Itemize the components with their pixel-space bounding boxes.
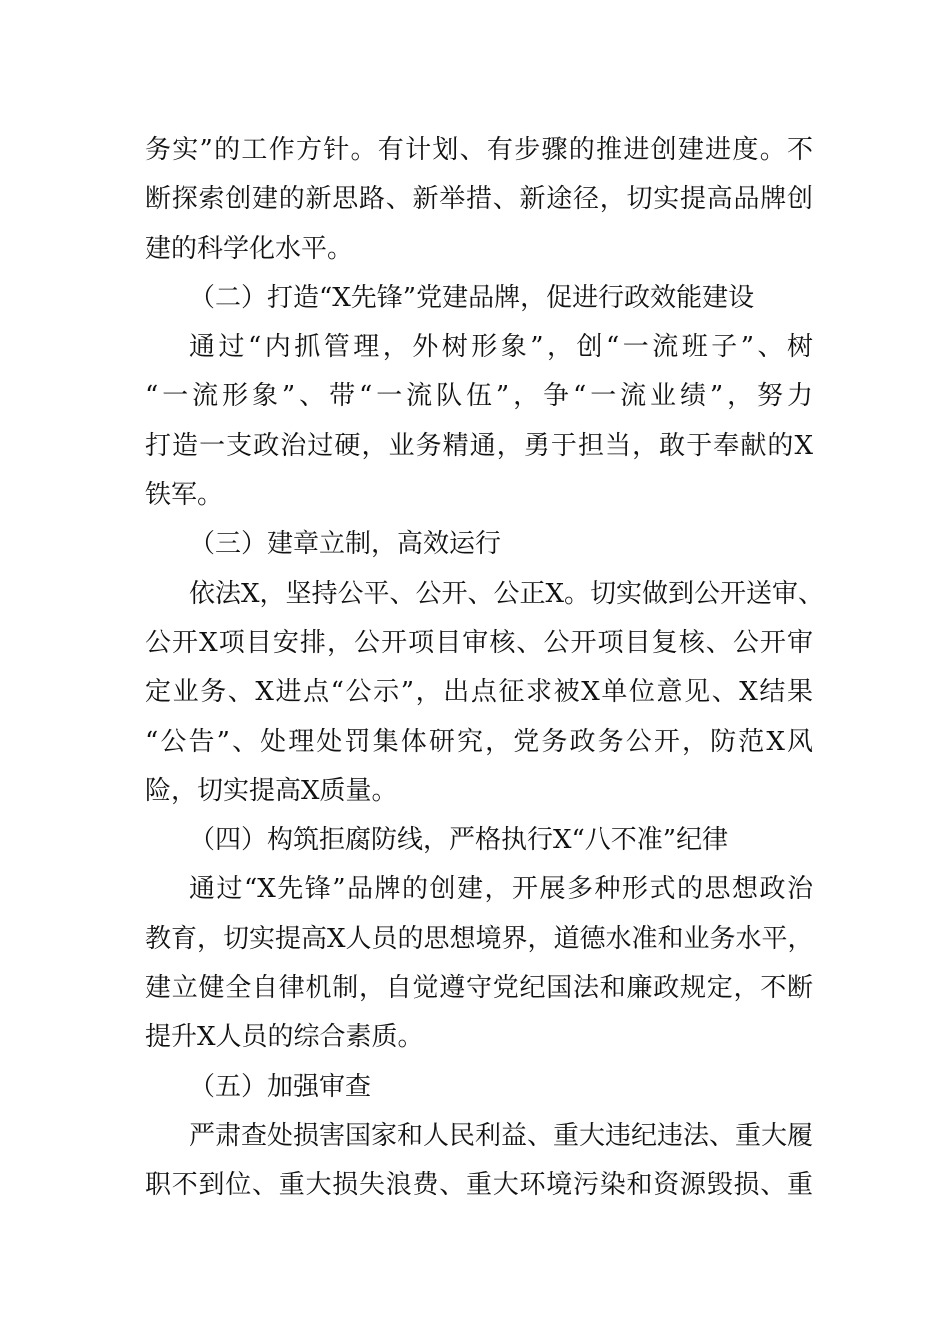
text-line: 务实”的工作方针。有计划、有步骤的推进创建进度。不 [145,135,813,165]
text-line: “一流形象”、带“一流队伍”，争“一流业绩”，努力 [145,381,813,412]
text-line: 通过“X先锋”品牌的创建，开展多种形式的思想政治 [189,874,813,905]
text-line: 建的科学化水平。 [145,233,354,264]
text-line: 铁军。 [145,480,224,511]
document-body [145,126,825,1211]
text-line: （二）打造“X先锋”党建品牌，促进行政效能建设 [189,282,755,313]
text-line: 教育，切实提高X人员的思想境界，道德水准和业务水平， [145,923,814,954]
text-line: 断探索创建的新思路、新举措、新途径，切实提高品牌创 [145,184,813,215]
text-line: “公告”、处理处罚集体研究，党务政务公开，防范X风 [145,726,813,757]
text-line: 严肃查处损害国家和人民利益、重大违纪违法、重大履 [189,1120,814,1151]
text-line: 职不到位、重大损失浪费、重大环境污染和资源毁损、重 [145,1170,813,1201]
text-line: 依法X，坚持公平、公开、公正X。切实做到公开送审、 [189,578,825,609]
text-line: （五）加强审查 [189,1071,372,1102]
text-line: （四）构筑拒腐防线，严格执行X“八不准”纪律 [189,825,729,856]
text-line: 通过“内抓管理，外树形象”，创“一流班子”、树 [189,332,813,363]
text-line: 打造一支政治过硬，业务精通，勇于担当，敢于奉献的X [145,430,813,461]
text-line: 建立健全自律机制，自觉遵守党纪国法和廉政规定，不断 [145,973,813,1004]
text-line: 提升X人员的综合素质。 [145,1022,424,1053]
text-line: （三）建章立制，高效运行 [189,529,502,560]
text-line: 险，切实提高X质量。 [145,775,398,806]
text-line: 公开X项目安排，公开项目审核、公开项目复核、公开审 [145,627,813,658]
text-line: 定业务、X进点“公示”，出点征求被X单位意见、X结果 [145,677,813,708]
